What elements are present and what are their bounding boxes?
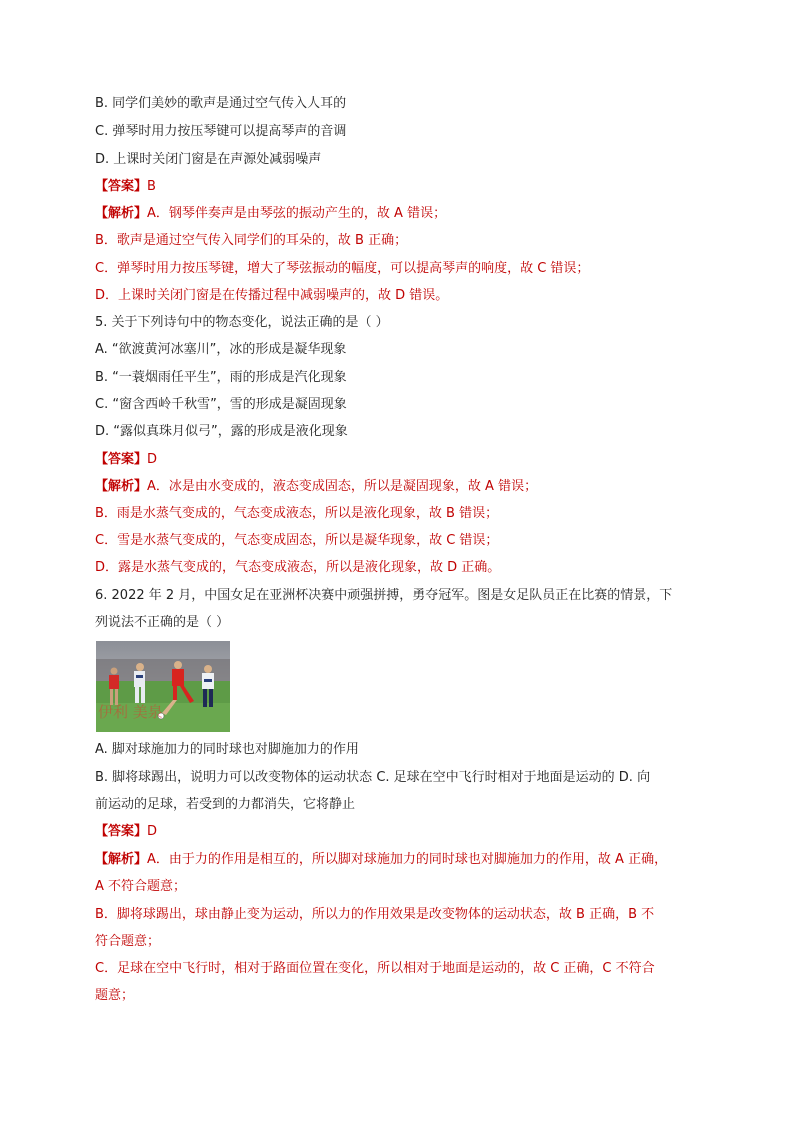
- watermark-text: 伊利 美泉: [98, 703, 163, 721]
- analysis-tag: 【解析】: [95, 479, 148, 494]
- q5-analysis-line: [95, 478, 705, 496]
- answer-value: D: [147, 824, 158, 839]
- q6-analysis-line: [95, 851, 705, 869]
- q6-analysis-line: B．脚将球踢出，球由静止变为运动，所以力的作用效果是改变物体的运动状态，故 B 正确，B 不: [95, 907, 655, 922]
- q6-analysis-line: 符合题意；: [95, 934, 161, 949]
- answer-value: D: [147, 452, 158, 467]
- analysis-text: A．钢琴伴奏声是由琴弦的振动产生的，故 A 错误；: [147, 206, 447, 221]
- q5-option-c: C. “窗含西岭千秋雪”，雪的形成是凝固现象: [95, 397, 347, 412]
- q6-stem: 6. 2022 年 2 月，中国女足在亚洲杯决赛中顽强拼搏，勇夺冠军。图是女足队员正在比赛的情景，下: [95, 588, 673, 603]
- q6-analysis-line: A 不符合题意；: [95, 879, 187, 894]
- q5-analysis-line: B．雨是水蒸气变成的，气态变成液态，所以是液化现象，故 B 错误；: [95, 506, 499, 521]
- q6-options-bcd: B. 脚将球踢出，说明力可以改变物体的运动状态 C. 足球在空中飞行时相对于地面是运动的 D. 向: [95, 770, 651, 785]
- q6-stem-cont: 列说法不正确的是（ ）: [95, 615, 230, 630]
- analysis-tag: 【解析】: [95, 206, 148, 221]
- q6-answer: [95, 823, 705, 841]
- q4-answer: [95, 178, 705, 196]
- q6-analysis-line: 题意；: [95, 988, 135, 1003]
- q6-options-bcd-cont: 前运动的足球，若受到的力都消失，它将静止: [95, 797, 356, 812]
- soccer-match-photo: [96, 641, 230, 732]
- answer-tag: 【答案】: [95, 179, 148, 194]
- q5-answer: [95, 451, 705, 469]
- q6-analysis-line: C．足球在空中飞行时，相对于路面位置在变化，所以相对于地面是运动的，故 C 正确，C 不符合: [95, 961, 655, 976]
- q5-stem: 5. 关于下列诗句中的物态变化，说法正确的是（ ）: [95, 315, 389, 330]
- q5-analysis-line: D．露是水蒸气变成的，气态变成液态，所以是液化现象，故 D 正确。: [95, 560, 501, 575]
- q4-analysis-line: [95, 205, 705, 223]
- q4-analysis-line: C．弹琴时用力按压琴键，增大了琴弦振动的幅度，可以提高琴声的响度，故 C 错误；: [95, 261, 590, 276]
- q4-analysis-line: B．歌声是通过空气传入同学们的耳朵的，故 B 正确；: [95, 233, 408, 248]
- answer-value: B: [147, 179, 156, 194]
- q5-option-a: A. “欲渡黄河冰塞川”，冰的形成是凝华现象: [95, 342, 347, 357]
- analysis-tag: 【解析】: [95, 852, 148, 867]
- q4-option-c: C. 弹琴时用力按压琴键可以提高琴声的音调: [95, 124, 347, 139]
- q4-analysis-line: D．上课时关闭门窗是在传播过程中减弱噪声的，故 D 错误。: [95, 288, 449, 303]
- q4-option-b: B. 同学们美妙的歌声是通过空气传入人耳的: [95, 96, 347, 111]
- answer-tag: 【答案】: [95, 452, 148, 467]
- analysis-text: A．冰是由水变成的，液态变成固态，所以是凝固现象，故 A 错误；: [147, 479, 538, 494]
- analysis-text: A．由于力的作用是相互的，所以脚对球施加力的同时球也对脚施加力的作用，故 A 正确，: [147, 852, 668, 867]
- q5-option-d: D. “露似真珠月似弓”，露的形成是液化现象: [95, 424, 348, 439]
- q5-option-b: B. “一蓑烟雨任平生”，雨的形成是汽化现象: [95, 370, 347, 385]
- q6-option-a: A. 脚对球施加力的同时球也对脚施加力的作用: [95, 742, 359, 757]
- q4-option-d: D. 上课时关闭门窗是在声源处减弱噪声: [95, 152, 322, 167]
- answer-tag: 【答案】: [95, 824, 148, 839]
- q5-analysis-line: C．雪是水蒸气变成的，气态变成固态，所以是凝华现象，故 C 错误；: [95, 533, 499, 548]
